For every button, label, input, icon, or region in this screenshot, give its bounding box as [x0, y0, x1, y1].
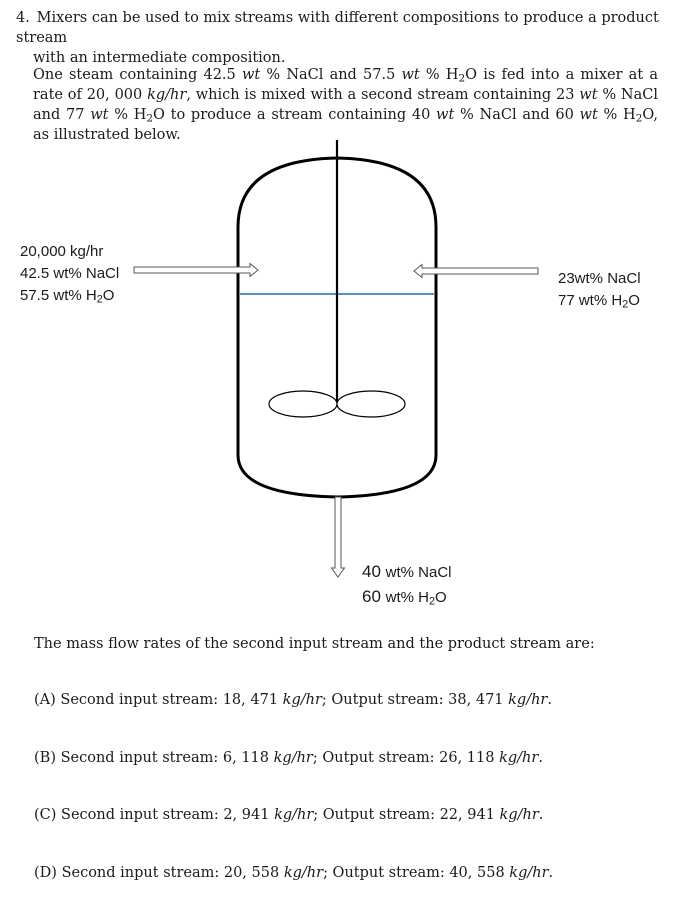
stream1-h2o-text: 57.5 wt% H — [20, 287, 97, 304]
option-text: . — [538, 807, 544, 823]
question-intro-line2: with an intermediate composition. — [33, 50, 286, 66]
para-text: % H — [108, 107, 147, 123]
answer-option-d[interactable] — [34, 863, 553, 883]
question-prompt: The mass flow rates of the second input stream and the product stream are: — [34, 636, 595, 652]
unit-kghr: kg/hr — [508, 692, 548, 708]
option-text: Second input stream: 6, 118 — [60, 750, 274, 766]
impeller-blade-left — [269, 391, 337, 417]
answer-option-a[interactable] — [34, 690, 552, 710]
product-nacl — [362, 560, 452, 585]
question-number: 4. — [16, 10, 30, 26]
para-text: % H — [597, 107, 636, 123]
mixer-diagram — [0, 130, 678, 620]
product-h2o — [362, 585, 452, 610]
unit-kghr: kg/hr — [509, 865, 549, 881]
para-text: % NaCl and 60 — [454, 107, 580, 123]
stream1-h2o — [20, 285, 119, 307]
para-text: , which is mixed with a second stream containing 23 — [186, 87, 580, 103]
subscript-2: 2 — [458, 72, 466, 85]
stream2-h2o — [558, 290, 641, 312]
stream1-rate: 20,000 kg/hr — [20, 243, 104, 260]
unit-wt: wt — [90, 107, 109, 123]
para-text: % NaCl and 77 — [33, 87, 658, 123]
unit-wt: wt — [579, 107, 598, 123]
product-stream-label — [362, 560, 452, 610]
product-h2o-unit — [386, 589, 447, 606]
option-letter: (B) — [34, 750, 56, 766]
option-text: Second input stream: 18, 471 — [60, 692, 283, 708]
unit-wt: wt — [436, 107, 455, 123]
unit-kghr: kg/hr — [499, 750, 539, 766]
subscript-2: 2 — [146, 112, 154, 125]
option-text: . — [548, 865, 554, 881]
product-nacl-value: 40 — [362, 562, 381, 581]
stream2-label — [558, 268, 641, 312]
unit-kghr: kg/hr — [499, 807, 539, 823]
stream2-nacl: 23wt% NaCl — [558, 270, 641, 287]
outlet-arrow-down — [332, 497, 345, 577]
answer-option-c[interactable] — [34, 805, 543, 825]
impeller-blade-right — [337, 391, 405, 417]
para-text: O, as illustrated below. — [33, 107, 659, 143]
question-header — [16, 8, 661, 68]
option-text: ; Output stream: 40, 558 — [323, 865, 510, 881]
product-h2o-text: wt% H — [385, 589, 429, 606]
subscript-2: 2 — [429, 595, 436, 608]
unit-wt: wt — [401, 67, 420, 83]
para-text: O to produce a stream containing 40 — [153, 107, 437, 123]
product-nacl-unit: wt% NaCl — [385, 564, 452, 581]
answer-option-b[interactable] — [34, 748, 543, 768]
product-h2o-value: 60 — [362, 587, 381, 606]
stream1-nacl: 42.5 wt% NaCl — [20, 265, 120, 282]
unit-wt: wt — [579, 87, 598, 103]
stream2-h2o-text: O — [628, 292, 640, 309]
option-text: ; Output stream: 38, 471 — [321, 692, 509, 708]
stream1-h2o-text: O — [102, 287, 115, 304]
para-text: One steam containing 42.5 — [33, 67, 242, 83]
option-text: ; Output stream: 22, 941 — [313, 807, 500, 823]
subscript-2: 2 — [96, 293, 103, 306]
subscript-2: 2 — [635, 112, 643, 125]
para-text: % H — [419, 67, 459, 83]
unit-kghr: kg/hr — [282, 692, 322, 708]
option-text: Second input stream: 2, 941 — [61, 807, 275, 823]
inlet-arrow-right — [414, 265, 538, 278]
unit-kghr: kg/hr — [283, 865, 324, 881]
option-text: . — [538, 750, 543, 766]
stream1-label — [20, 241, 119, 307]
option-text: . — [547, 692, 552, 708]
product-h2o-text: O — [435, 589, 447, 606]
question-intro-line1: Mixers can be used to mix streams with different compositions to produce a product stream — [16, 10, 659, 46]
unit-kghr: kg/hr — [147, 87, 187, 103]
unit-kghr: kg/hr — [273, 750, 313, 766]
option-letter: (C) — [34, 807, 57, 823]
stream2-h2o-text: 77 wt% H — [558, 292, 623, 309]
subscript-2: 2 — [622, 298, 629, 311]
unit-wt: wt — [241, 67, 261, 83]
para-text: O is fed into a mixer at a rate of 20, 000 — [33, 67, 658, 103]
option-text: Second input stream: 20, 558 — [61, 865, 284, 881]
unit-kghr: kg/hr — [274, 807, 314, 823]
para-text: % NaCl and 57.5 — [260, 67, 402, 83]
option-text: ; Output stream: 26, 118 — [312, 750, 500, 766]
option-letter: (D) — [34, 865, 57, 881]
option-letter: (A) — [34, 692, 56, 708]
